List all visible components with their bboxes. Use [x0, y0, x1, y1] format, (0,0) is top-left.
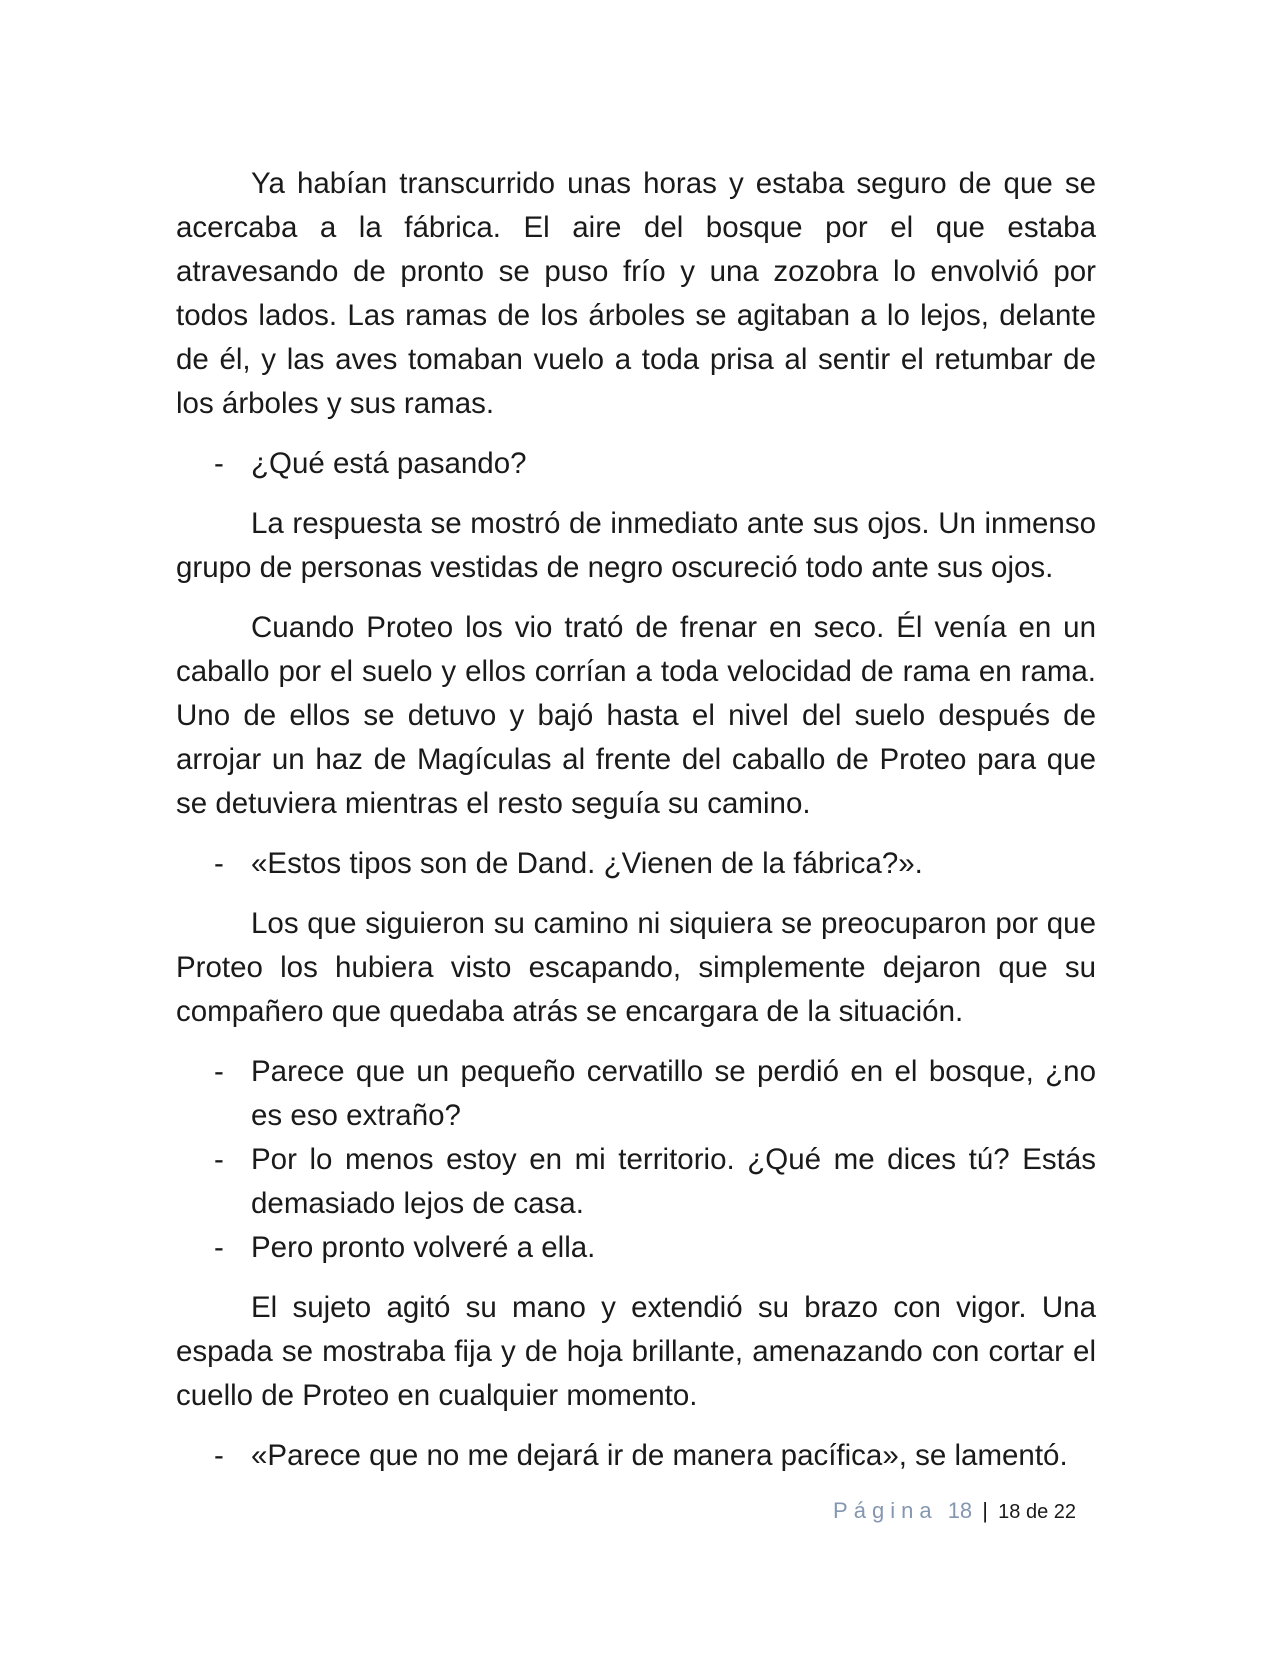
dialogue-text: Por lo menos estoy en mi territorio. ¿Qué me dices tú? Estás demasiado lejos de casa. [251, 1143, 1096, 1220]
page-footer [0, 1496, 1076, 1527]
dialogue-line [176, 1434, 1096, 1478]
footer-page-label: Página [833, 1498, 938, 1523]
paragraph: Ya habían transcurrido unas horas y estaba seguro de que se acercaba a la fábrica. El aire del bosque por el que estaba atravesando de pronto se puso frío y una zozobra lo envolvió por todos lados. Las ramas de los árboles se agitaban a lo lejos, delante de él, y las aves tomaban vuelo a toda prisa al sentir el retumbar de los árboles y sus ramas. [176, 167, 1096, 420]
dialogue-block [176, 842, 1096, 886]
dialogue-line [176, 1050, 1096, 1138]
dialogue-text: ¿Qué está pasando? [251, 447, 527, 480]
dialogue-dash: - [214, 1439, 224, 1472]
dialogue-text: «Estos tipos son de Dand. ¿Vienen de la fábrica?». [251, 847, 923, 880]
footer-separator: | [982, 1498, 989, 1523]
dialogue-text: Parece que un pequeño cervatillo se perdió en el bosque, ¿no es eso extraño? [251, 1055, 1096, 1132]
dialogue-text: «Parece que no me dejará ir de manera pacífica», se lamentó. [251, 1439, 1068, 1472]
paragraph: Cuando Proteo los vio trató de frenar en seco. Él venía en un caballo por el suelo y ellos corrían a toda velocidad de rama en rama. Uno de ellos se detuvo y bajó hasta el nivel del suelo después de arrojar un haz de Magículas al frente del caballo de Proteo para que se detuviera mientras el resto seguía su camino. [176, 611, 1096, 820]
paragraph: La respuesta se mostró de inmediato ante sus ojos. Un inmenso grupo de personas vestidas de negro oscureció todo ante sus ojos. [176, 507, 1096, 584]
dialogue-block [176, 1434, 1096, 1478]
dialogue-dash: - [214, 1143, 224, 1176]
dialogue-line [176, 842, 1096, 886]
dialogue-text: Pero pronto volveré a ella. [251, 1231, 596, 1264]
dialogue-block [176, 1050, 1096, 1270]
dialogue-dash: - [214, 447, 224, 480]
dialogue-line [176, 1138, 1096, 1226]
dialogue-dash: - [214, 1055, 224, 1088]
dialogue-line [176, 1226, 1096, 1270]
paragraph: Los que siguieron su camino ni siquiera se preocuparon por que Proteo los hubiera visto escapando, simplemente dejaron que su compañero que quedaba atrás se encargara de la situación. [176, 907, 1096, 1028]
dialogue-block [176, 442, 1096, 486]
dialogue-dash: - [214, 1231, 224, 1264]
footer-page-number: 18 [947, 1498, 973, 1523]
footer-page-total: 18 de 22 [998, 1501, 1076, 1523]
dialogue-dash: - [214, 847, 224, 880]
dialogue-line [176, 442, 1096, 486]
page-body [176, 162, 1096, 1494]
paragraph: El sujeto agitó su mano y extendió su brazo con vigor. Una espada se mostraba fija y de hoja brillante, amenazando con cortar el cuello de Proteo en cualquier momento. [176, 1291, 1096, 1412]
